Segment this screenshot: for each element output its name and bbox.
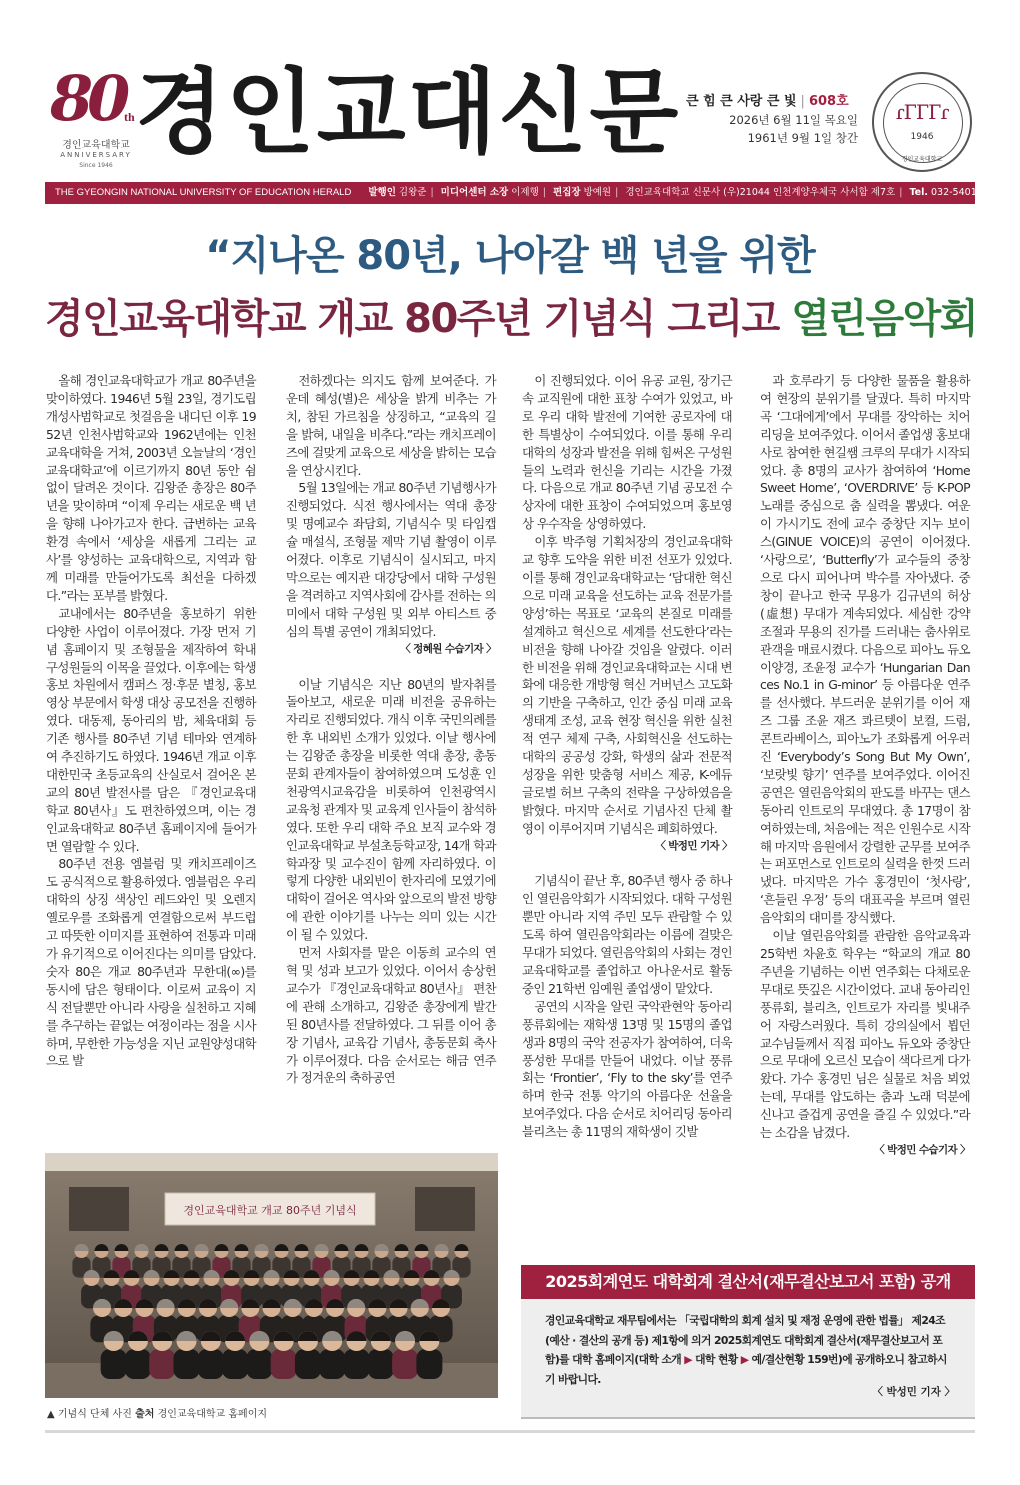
- person-silhouette: [368, 1349, 394, 1379]
- article-column-4: [760, 372, 970, 1252]
- founded-date: 1961년 9월 1일 창간: [747, 131, 858, 145]
- article-column-2: [286, 372, 496, 1142]
- byline: 〈 정혜원 수습기자 〉: [400, 642, 496, 655]
- photo-caption: [47, 1405, 267, 1420]
- logo-anniversary: ANNIVERSARY: [60, 151, 132, 159]
- logo-suffix: th: [124, 110, 135, 124]
- publisher: 김왕준: [398, 187, 427, 198]
- person-silhouette: [344, 1349, 370, 1379]
- person-silhouette: [295, 1349, 321, 1379]
- paragraph: 먼저 사회자를 맡은 이동희 교수의 연혁 및 성과 보고가 있었다. 이어서 송상헌 교수가 『경인교육대학교 80년사』 편찬에 관해 소개하고, 김왕준 총장에게 발간된 80년사를 전달하였다. 그 뒤를 이어 총장 기념사, 교육감 기념사, 총동문회 축사가 이루어졌다. 다음 순서로는 해금 연주가 정겨운의 축하공연: [286, 945, 496, 1086]
- publication-date: 2026년 6월 11일 목요일: [729, 113, 858, 127]
- person-silhouette: [392, 1349, 418, 1379]
- anniversary-logo: [46, 62, 146, 172]
- headline-part-2: 열린음악회: [791, 296, 977, 342]
- paragraph: 전하겠다는 의지도 함께 보여준다. 가운데 혜성(별)은 세상을 밝게 비추는 가치, 참된 가르침을 상징하고, “교육의 길을 밝혀, 내일을 비추다.”라는 캐치프레이즈에 걸맞게 교육으로 세상을 밝히는 모습을 연상시킨다.: [286, 373, 496, 478]
- tel-label: Tel.: [909, 187, 928, 198]
- person-silhouette: [125, 1349, 151, 1379]
- arrow-right-icon: ▶: [740, 1353, 749, 1366]
- seal-text: 경인교육대학교: [901, 156, 943, 163]
- paragraph: 과 호루라기 등 다양한 물품을 활용하여 현장의 분위기를 달궜다. 특히 마지막 곡 ‘그대에게’에서 무대를 장악하는 치어리딩을 보여주었다. 이어서 졸업생 홍보대사로 참여한 현길쌤 크루의 무대가 시작되었다. 총 8명의 교사가 참여하여 ‘Home Sweet Home’, ‘OVERDRIVE’ 등 K-POP 노래를 중심으로 춤 실력을 뽐냈다. 여운이 가시기도 전에 교수 중창단 지누 보이스(GINUE VOICE)의 공연이 이어졌다. ‘사랑으로’, ‘Butterfly’가 교수들의 중창으로 다시 피어나며 박수를 자아냈다. 중창이 끝나고 한국 무용가 김규년의 허상(虛想) 무대가 계속되었다. 세심한 강약 조절과 무용의 진가를 드러내는 춤사위로 관객을 매료시켰다. 다음으로 피아노 듀오 이양경, 조윤정 교수가 ‘Hungarian Dances No.1 in G-minor’ 등 아름다운 연주를 선사했다. 부드러운 분위기를 이어 재즈 그룹 조윤 재즈 콰르텟이 보컬, 드럼, 콘트라베이스, 피아노가 조화롭게 어우러진 ‘Everybody’s Song But My Own’, ‘보랏빛 향기’ 연주를 보여주었다. 이어진 공연은 열린음악회의 판도를 바꾸는 댄스 동아리 인트로의 무대였다. 총 17명이 참여하였는데, 처음에는 적은 인원수로 시작해 마지막 음원에서 강렬한 군무를 보여주는 퍼포먼스로 인트로의 실력을 한껏 드러냈다. 마지막은 가수 홍경민이 ‘첫사랑’, ‘흔들린 우정’ 등의 대표곡을 부르며 열린음악회의 대미를 장식했다.: [760, 373, 970, 926]
- english-name: THE GYEONGIN NATIONAL UNIVERSITY OF EDUCATION HERALD: [55, 187, 352, 198]
- editor-label: 편집장: [553, 187, 581, 198]
- bottom-divider: [45, 1430, 975, 1433]
- person-silhouette: [246, 1349, 272, 1379]
- seal-year: 1946: [910, 132, 934, 142]
- logo-number: 80: [50, 62, 125, 135]
- photo-banner-text: 경인교육대학교 개교 80주년 기념식: [183, 1204, 357, 1217]
- person-silhouette: [149, 1349, 175, 1379]
- paragraph: 올해 경인교육대학교가 개교 80주년을 맞이하였다. 1946년 5월 23일, 경기도립 개성사범학교로 첫걸음을 내디딘 이후 1952년 인천사범학교와 1962년에는 인천교육대학을 거쳐, 2003년 오늘날의 ‘경인교육대학교’에 이르기까지 80년 동안 쉼 없이 달려온 것이다. 김왕준 총장은 80주년을 맞이하며 “이제 우리는 새로운 백 년을 향해 나아가고자 한다. 급변하는 교육 환경 속에서 ‘세상을 새롭게 그리는 교사’를 양성하는 교육대학으로, 지역과 함께 미래를 만들어가도록 최선을 다하겠다.”라는 포부를 밝혔다.: [46, 373, 256, 603]
- headline-part-1: 경인교육대학교 개교 80주년 기념식 그리고: [45, 296, 792, 342]
- person-silhouette: [416, 1349, 442, 1379]
- address: 경인교육대학교 신문사 (우)21044 인천계양우체국 사서함 제7호: [625, 187, 896, 198]
- media-director: 이제행: [511, 187, 539, 198]
- paragraph: 80주년 전용 엠블럼 및 캐치프레이즈도 공식적으로 활용하였다. 엠블럼은 우리 대학의 상징 색상인 레드와인 및 오렌지 옐로우를 조화롭게 연결함으로써 부드럽고 따뜻한 이미지를 표현하여 전통과 미래가 유기적으로 이어진다는 의미를 담았다. 숫자 80은 개교 80주년과 무한대(∞)를 동시에 담은 형태이다. 이로써 교육이 지식 전달뿐만 아니라 사랑을 실천하고 지혜를 추구하는 끝없는 여정이라는 점을 시사하며, 무한한 가능성을 지닌 교원양성대학으로 발: [46, 856, 256, 1069]
- arrow-right-icon: ▶: [684, 1353, 692, 1366]
- person-silhouette: [319, 1349, 345, 1379]
- media-label: 미디어센터 소장: [440, 187, 509, 198]
- info-bar: THE GYEONGIN NATIONAL UNIVERSITY OF EDUCATION HERALD 발행인 김왕준 | 미디어센터 소장 이제행 | 편집장 방예원 | 경인교육대학교 신문사 (우)21044 인천계양우체국 사서함 제7호 | Tel. 032-5401-363: [45, 182, 975, 204]
- paper-title: 경인교대신문: [135, 59, 681, 166]
- headline-line-2: [45, 287, 975, 344]
- article-column-3: [522, 372, 732, 1252]
- paragraph: 이후 박주형 기획처장의 경인교육대학교 향후 도약을 위한 비전 선포가 있었다. 이를 통해 경인교육대학교는 ‘담대한 혁신으로 미래 교육을 선도하는 교육 전문가를 양성’하는 목표로 ‘교육의 본질로 미래를 설계하고 혁신으로 세계를 선도한다’라는 비전을 향해 나아갈 것임을 알렸다. 이러한 비전을 위해 경인교육대학교는 시대 변화에 대응한 개방형 혁신 거버넌스 고도화의 기반을 구축하고, 인간 중심 미래 교육 생태계 조성, 교육 현장 혁신을 위한 실천적 연구 체제 구축, 사회혁신을 선도하는 대학의 공공성 강화, 학생의 삶과 전문적 성장을 위한 맞춤형 서비스 제공, K-에듀 글로벌 허브 구축의 전략을 구상하였음을 밝혔다. 마지막 순서로 기념사진 단체 촬영이 이루어지며 기념식은 폐회하였다.: [522, 534, 732, 836]
- headline-line-1: “지나온 80년, 나아갈 백 년을 위한: [205, 233, 815, 279]
- motto-row: 큰 힘 큰 사랑 큰 빛 | 608호: [686, 94, 849, 109]
- caption-text: 기념식 단체 사진: [57, 1409, 132, 1420]
- byline: 〈 박정민 기자 〉: [655, 839, 732, 852]
- caption-source: 경인교육대학교 홈페이지: [157, 1409, 268, 1420]
- paragraph: 이날 기념식은 지난 80년의 발자취를 돌아보고, 새로운 미래 비전을 공유하는 자리로 진행되었다. 개식 이후 국민의례를 한 후 내외빈 소개가 있었다. 이날 행사에는 김왕준 총장을 비롯한 역대 총장, 총동문회 관계자들이 참여하였으며 도성훈 인천광역시교육감을 비롯하여 인천광역시교육청 관계자 및 교육계 인사들이 참석하였다. 또한 우리 대학 주요 보직 교수와 경인교육대학교 부설초등학교장, 14개 학과 학과장 및 교수진이 함께 자리하였다. 이렇게 다양한 내외빈이 한자리에 모였기에 대학이 걸어온 역사와 앞으로의 발전 방향에 관한 이야기를 나누는 의미 있는 시간이 될 수 있었다.: [286, 676, 496, 943]
- byline: 〈 박정민 수습기자 〉: [874, 1143, 970, 1156]
- paragraph: 이날 열린음악회를 관람한 음악교육과 25학번 차윤호 학우는 “학교의 개교 80주년을 기념하는 이번 연주회는 다채로운 무대로 뜻깊은 시간이었다. 교내 동아리인 풍류회, 블리츠, 인트로가 자리를 빛내주어 자랑스러웠다. 특히 강의실에서 뵙던 교수님들께서 직접 피아노 듀오와 중창단으로 무대에 오르신 모습이 색다르게 다가왔다. 가수 홍경민 님은 실물로 처음 뵈었는데, 무대를 압도하는 춤과 노래 덕분에 신나고 즐겁게 공연을 즐길 수 있었다.”라는 소감을 남겼다.: [760, 928, 970, 1141]
- paragraph: 기념식이 끝난 후, 80주년 행사 중 하나인 열린음악회가 시작되었다. 대학 구성원뿐만 아니라 지역 주민 모두 관람할 수 있도록 하여 열린음악회라는 이름에 걸맞은 무대가 되었다. 열린음악회의 사회는 경인교육대학교를 졸업하고 아나운서로 활동 중인 21학번 임예원 졸업생이 맡았다.: [522, 873, 732, 996]
- publisher-label: 발행인: [368, 187, 396, 198]
- paragraph: 이 진행되었다. 이어 유공 교원, 장기근속 교직원에 대한 표창 수여가 있었고, 바로 우리 대학 발전에 기여한 공로자에 대한 특별상이 수여되었다. 이를 통해 우리 대학의 성장과 발전을 위해 힘써온 구성원들의 노력과 헌신을 기리는 시간을 가졌다. 다음으로 개교 80주년 기념 공모전 수상자에 대한 표창이 수여되었으며 홍보영상 우수작을 상영하였다.: [522, 373, 732, 532]
- notice-title: 2025회계연도 대학회계 결산서(재무결산보고서 포함) 공개: [521, 1265, 975, 1299]
- logo-since: Since 1946: [79, 162, 113, 169]
- tel: 032-5401-363: [931, 187, 999, 198]
- notice-body: 경인교육대학교 재무팀에서는 「국립대학의 회계 설치 및 재정 운영에 관한 법률」 제24조(예산 · 결산의 공개 등) 제1항에 의거 2025회계연도 대학회계 결산서(재무결산보고서 포함)를 대학 홈페이지(대학 소개 ▶ 대학 현황 ▶ 예/결산현황 159번)에 공개하오니 참고하시기 바랍니다.: [545, 1314, 947, 1386]
- university-seal: [872, 72, 972, 172]
- caption-source-label: 출처: [135, 1409, 155, 1420]
- person-silhouette: [174, 1349, 200, 1379]
- notice-byline: 〈 박성민 기자 〉: [872, 1386, 955, 1398]
- person-silhouette: [271, 1349, 297, 1379]
- seal-mark: ɾГГГɾ: [895, 100, 949, 124]
- paragraph: 공연의 시작을 알린 국악관현악 동아리 풍류회에는 재학생 13명 및 15명의 졸업생과 8명의 국악 전공자가 참여하여, 더욱 풍성한 무대를 만들어 내었다. 이날 풍류회는 ‘Frontier’, ‘Fly to the sky’를 연주하며 한국 전통 악기의 아름다운 선율을 보여주었다. 다음 순서로 치어리딩 동아리 블리츠는 총 11명의 재학생이 깃발: [522, 998, 732, 1140]
- logo-org-name: 경인교육대학교: [62, 140, 130, 151]
- person-silhouette: [198, 1349, 224, 1379]
- issue-number: 608호: [808, 94, 849, 109]
- caption-marker: ▲: [47, 1409, 55, 1420]
- group-photo: [45, 1153, 498, 1398]
- paragraph: 5월 13일에는 개교 80주년 기념행사가 진행되었다. 식전 행사에서는 역대 총장 및 명예교수 좌담회, 기념식수 및 타임캡슐 매설식, 조형물 제막 기념 촬영이 이루어졌다. 이후로 기념식이 실시되고, 마지막으로는 예지관 대강당에서 대학 구성원을 격려하고 지역사회에 감사를 전하는 의미에서 대학 구성원 및 외부 아티스트 중심의 특별 공연이 개최되었다.: [286, 480, 496, 639]
- motto: 큰 힘 큰 사랑 큰 빛: [686, 94, 797, 109]
- person-silhouette: [222, 1349, 248, 1379]
- article-column-1: [46, 372, 256, 1142]
- person-silhouette: [101, 1349, 127, 1379]
- editor: 방예원: [583, 187, 612, 198]
- paragraph: 교내에서는 80주년을 홍보하기 위한 다양한 사업이 이루어졌다. 가장 먼저 기념 홈페이지 및 조형물을 제작하여 학내 구성원들의 이목을 끌었다. 이후에는 학생 홍보 차원에서 캠퍼스 정·후문 볕칭, 홍보영상 부문에서 학생 대상 공모전을 진행하였다. 대동제, 동아리의 밤, 체육대회 등 기존 행사를 80주년 기념 테마와 연계하여 추진하기도 하였다. 1946년 개교 이후 대한민국 초등교육의 산실로서 걸어온 본교의 80년 발전사를 담은 『경인교육대학교 80년사』도 편찬하였으며, 이는 경인교육대학교 80주년 홈페이지에 들어가면 열람할 수 있다.: [46, 605, 256, 854]
